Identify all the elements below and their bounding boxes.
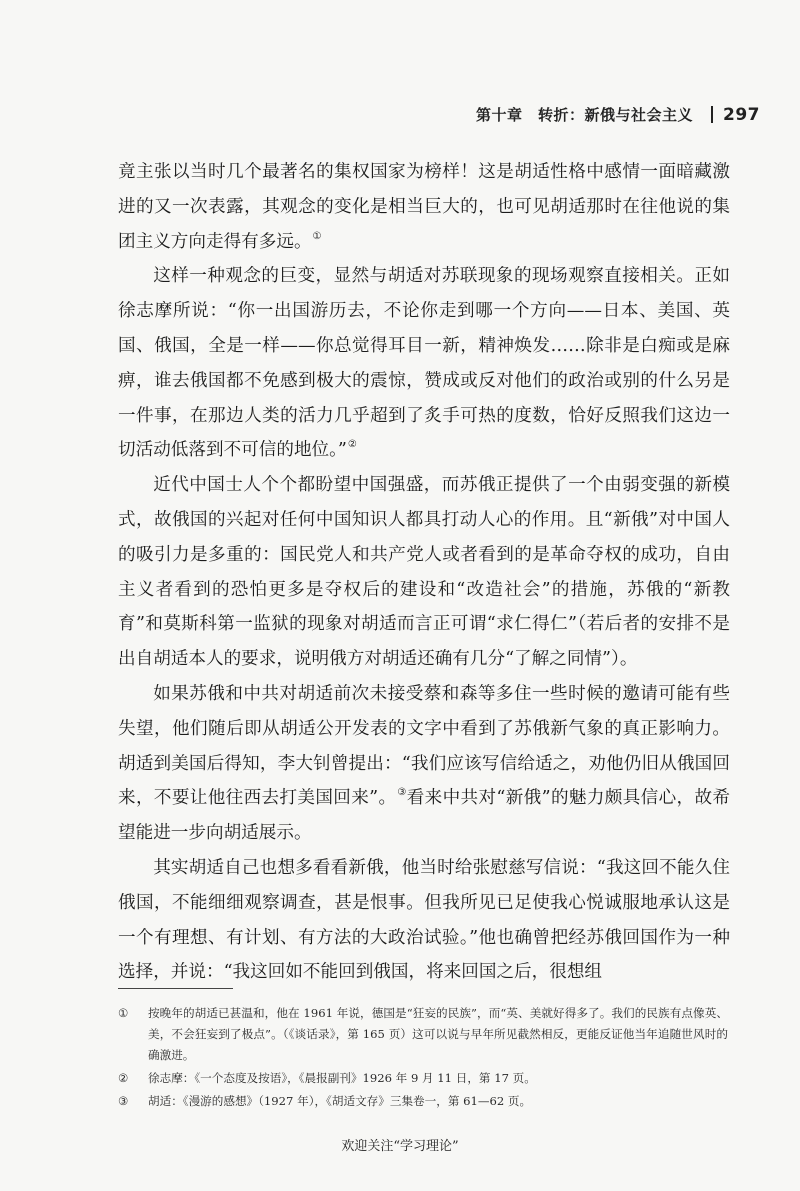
footnote-mark: ① [118,1006,129,1020]
footnote-text: 按晚年的胡适已甚温和，他在 1961 年说，德国是“狂妄的民族”，而“英、美就好得多了。我们的民族有点像英、美，不会狂妄到了极点”。（《谈话录》，第 165 页）这可以说与早年所见截然相反，更能反证他当年追随世风时的确激进。 [148,1006,728,1062]
footnote-ref: ② [347,439,357,451]
footnote [118,1003,728,1066]
running-header [60,104,760,125]
footnote [118,1068,728,1089]
footnote-text: 胡适：《漫游的感想》（1927 年），《胡适文存》三集卷一，第 61—62 页。 [148,1094,532,1108]
paragraph: 其实胡适自己也想多看看新俄，他当时给张慰慈写信说：“我这回不能久住俄国，不能细细观察调查，甚是恨事。但我所见已足使我心悦诚服地承认这是一个有理想、有计划、有方法的大政治试验。”他也确曾把经苏俄回国作为一种选择，并说：“我这回如不能回到俄国，将来回国之后，很想组 [118,857,730,983]
header-divider [711,106,713,123]
footnote-ref: ③ [397,787,407,799]
body-text [118,155,730,990]
page-footer: 欢迎关注“学习理论” [341,1139,459,1154]
chapter-title: 第十章 转折：新俄与社会主义 [475,106,693,124]
page-number: 297 [723,104,760,125]
footnote-mark: ③ [118,1094,129,1108]
footnote-mark: ② [118,1071,129,1085]
footnote [118,1091,728,1112]
paragraph: 竟主张以当时几个最著名的集权国家为榜样！这是胡适性格中感情一面暗藏激进的又一次表露，其观念的变化是相当巨大的，也可见胡适那时在往他说的集团主义方向走得有多远。① [118,162,730,252]
paragraph: 近代中国士人个个都盼望中国强盛，而苏俄正提供了一个由弱变强的新模式，故俄国的兴起对任何中国知识人都具打动人心的作用。且“新俄”对中国人的吸引力是多重的：国民党人和共产党人或者看到的是革命夺权的成功，自由主义者看到的恐怕更多是夺权后的建设和“改造社会”的措施，苏俄的“新教育”和莫斯科第一监狱的现象对胡适而言正可谓“求仁得仁”（若后者的安排不是出自胡适本人的要求，说明俄方对胡适还确有几分“了解之同情”）。 [118,475,730,670]
paragraph: 如果苏俄和中共对胡适前次未接受蔡和森等多住一些时候的邀请可能有些失望，他们随后即从胡适公开发表的文字中看到了苏俄新气象的真正影响力。胡适到美国后得知，李大钊曾提出：“我们应该写信给适之，劝他仍旧从俄国回来，不要让他往西去打美国回来”。③看来中共对“新俄”的魅力颇具信心，故希望能进一步向胡适展示。 [118,683,730,844]
footnote-ref: ① [312,230,322,242]
paragraph: 这样一种观念的巨变，显然与胡适对苏联现象的现场观察直接相关。正如徐志摩所说：“你一出国游历去，不论你走到哪一个方向——日本、美国、英国、俄国，全是一样——你总觉得耳目一新，精神焕发……除非是白痴或是麻痹，谁去俄国都不免感到极大的震惊，赞成或反对他们的政治或别的什么另是一件事，在那边人类的活力几乎超到了炙手可热的度数，恰好反照我们这边一切活动低落到不可信的地位。”② [118,266,730,461]
footnote-text: 徐志摩：《一个态度及按语》，《晨报副刊》1926 年 9 月 11 日，第 17 页。 [148,1071,536,1085]
footnote-rule [118,988,233,989]
footnotes [118,1003,728,1114]
